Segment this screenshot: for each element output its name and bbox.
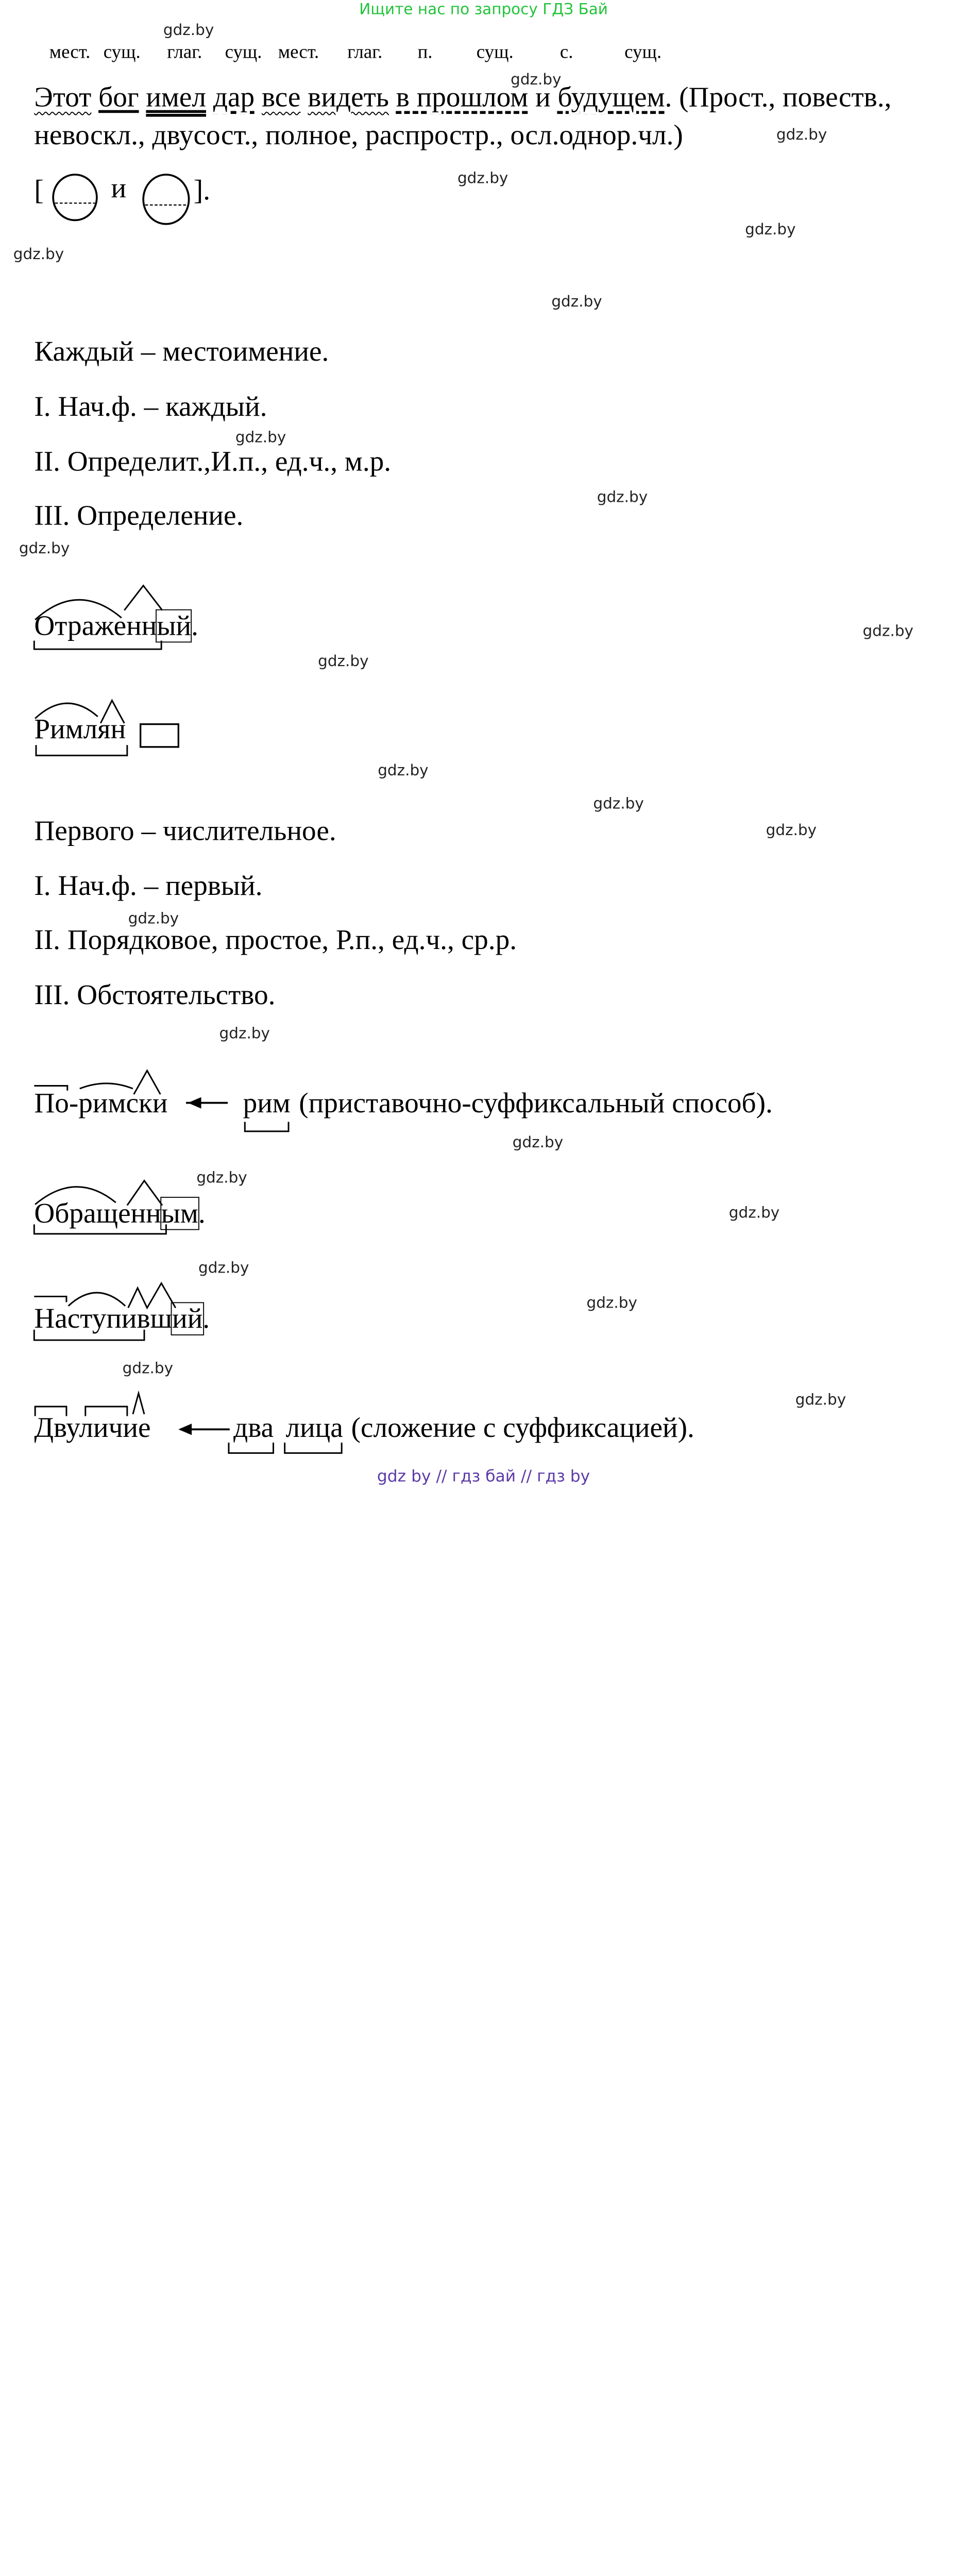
pos-label: с. xyxy=(559,42,573,63)
watermark: gdz.by xyxy=(512,1133,564,1151)
derivation-note: (приставочно-суффиксальный способ). xyxy=(299,1088,773,1119)
word-predicate: имел xyxy=(146,81,207,113)
arrow-head-icon xyxy=(188,1097,201,1109)
analysis-point-2: II. Определит.,И.п., ед.ч., м.р. xyxy=(34,446,392,478)
scheme-open-bracket: [ xyxy=(34,174,44,206)
word-ending: ый xyxy=(157,610,192,642)
derivation-base: рим xyxy=(243,1088,291,1119)
derivation-base: лица xyxy=(285,1412,343,1444)
zero-ending-box xyxy=(141,724,179,747)
word-subject-modifier: Этот xyxy=(34,81,92,113)
watermark: gdz.by xyxy=(776,125,827,144)
pos-label: сущ. xyxy=(476,42,514,63)
analysis-point-3: III. Обстоятельство. xyxy=(34,979,276,1011)
homogeneous-circle-2 xyxy=(143,175,189,224)
analysis-point-3: III. Определение. xyxy=(34,500,244,532)
footer-links[interactable]: gdz by // гдз бай // гдз by xyxy=(377,1467,590,1486)
analysis-point-1: I. Нач.ф. – каждый. xyxy=(34,391,267,422)
pos-label: п. xyxy=(417,42,433,63)
derivation-note: (сложение с суффиксацией). xyxy=(351,1412,694,1444)
word-obrashchennym xyxy=(34,1198,205,1230)
sentence-characteristics-line-2: невоскл., двусост., полное, распростр., осл.однор.чл.) xyxy=(34,120,683,151)
watermark: gdz.by xyxy=(13,245,64,263)
suffix-mark xyxy=(124,586,162,611)
watermark: gdz.by xyxy=(511,70,562,89)
scheme-close-bracket: ]. xyxy=(193,174,211,206)
watermark: gdz.by xyxy=(862,621,913,640)
scheme-conjunction: и xyxy=(111,173,127,205)
sentence-characteristics: . (Прост., повеств., xyxy=(665,81,892,113)
watermark: gdz.by xyxy=(235,428,286,446)
watermark: gdz.by xyxy=(593,794,644,812)
stem-bracket xyxy=(36,745,127,755)
word-dvulichie: Двуличие xyxy=(34,1412,151,1444)
suffix-mark xyxy=(133,1393,144,1414)
top-banner[interactable]: Ищите нас по запросу ГДЗ Бай xyxy=(359,0,608,19)
word-punct: . xyxy=(198,1197,206,1229)
watermark: gdz.by xyxy=(378,761,429,779)
watermark: gdz.by xyxy=(457,168,508,187)
word-rimlyan: Римлян xyxy=(34,714,126,745)
watermark: gdz.by xyxy=(196,1168,247,1187)
pos-label: сущ. xyxy=(225,42,262,63)
analysis-point-2: II. Порядковое, простое, Р.п., ед.ч., ср.р. xyxy=(34,924,517,956)
watermark: gdz.by xyxy=(766,821,817,839)
watermark: gdz.by xyxy=(318,652,369,670)
analysis-title: Первого – числительное. xyxy=(34,815,336,847)
word-nastupivshii xyxy=(34,1303,210,1335)
word-conjunction: и xyxy=(535,81,551,113)
watermark: gdz.by xyxy=(219,1024,270,1042)
word-otrazhennyi xyxy=(34,611,198,643)
pos-label: сущ. xyxy=(103,42,141,63)
stem-bracket xyxy=(245,1122,289,1131)
word-po-rimski: По-римски xyxy=(34,1088,168,1119)
word-stem: Наступивш xyxy=(34,1303,173,1335)
pos-label: глаг. xyxy=(167,42,202,63)
pos-label: глаг. xyxy=(347,42,383,63)
homogeneous-circle-1 xyxy=(53,175,97,220)
word-ending: ым xyxy=(161,1197,198,1229)
watermark: gdz.by xyxy=(551,292,602,311)
word-punct: . xyxy=(202,1303,210,1335)
watermark: gdz.by xyxy=(163,21,214,39)
arrow-head-icon xyxy=(178,1423,192,1435)
watermark: gdz.by xyxy=(198,1258,249,1277)
watermark: gdz.by xyxy=(122,1359,174,1378)
word-object: в прошлом xyxy=(396,81,529,113)
word-punct: . xyxy=(191,610,198,642)
watermark: gdz.by xyxy=(745,220,796,239)
derivation-base: два xyxy=(233,1412,274,1444)
watermark: gdz.by xyxy=(19,539,70,557)
prefix-mark xyxy=(34,1296,66,1302)
word-attribute: все xyxy=(261,81,301,113)
pos-label: мест. xyxy=(278,42,319,63)
watermark: gdz.by xyxy=(597,487,648,506)
watermark: gdz.by xyxy=(795,1390,846,1409)
analysis-title: Каждый – местоимение. xyxy=(34,336,329,367)
analysis-point-1: I. Нач.ф. – первый. xyxy=(34,870,263,902)
word-attribute: видеть xyxy=(308,81,389,113)
word-object: дар xyxy=(213,81,255,113)
pos-label: мест. xyxy=(49,42,91,63)
word-stem: Отраженн xyxy=(34,610,157,642)
watermark: gdz.by xyxy=(128,909,179,927)
watermark: gdz.by xyxy=(728,1203,780,1222)
watermark: gdz.by xyxy=(586,1293,637,1312)
word-ending: ий xyxy=(172,1303,203,1335)
word-subject: бог xyxy=(98,81,139,113)
word-object: будущем xyxy=(557,81,665,113)
word-stem: Обращенн xyxy=(34,1197,161,1229)
pos-label: сущ. xyxy=(624,42,662,63)
